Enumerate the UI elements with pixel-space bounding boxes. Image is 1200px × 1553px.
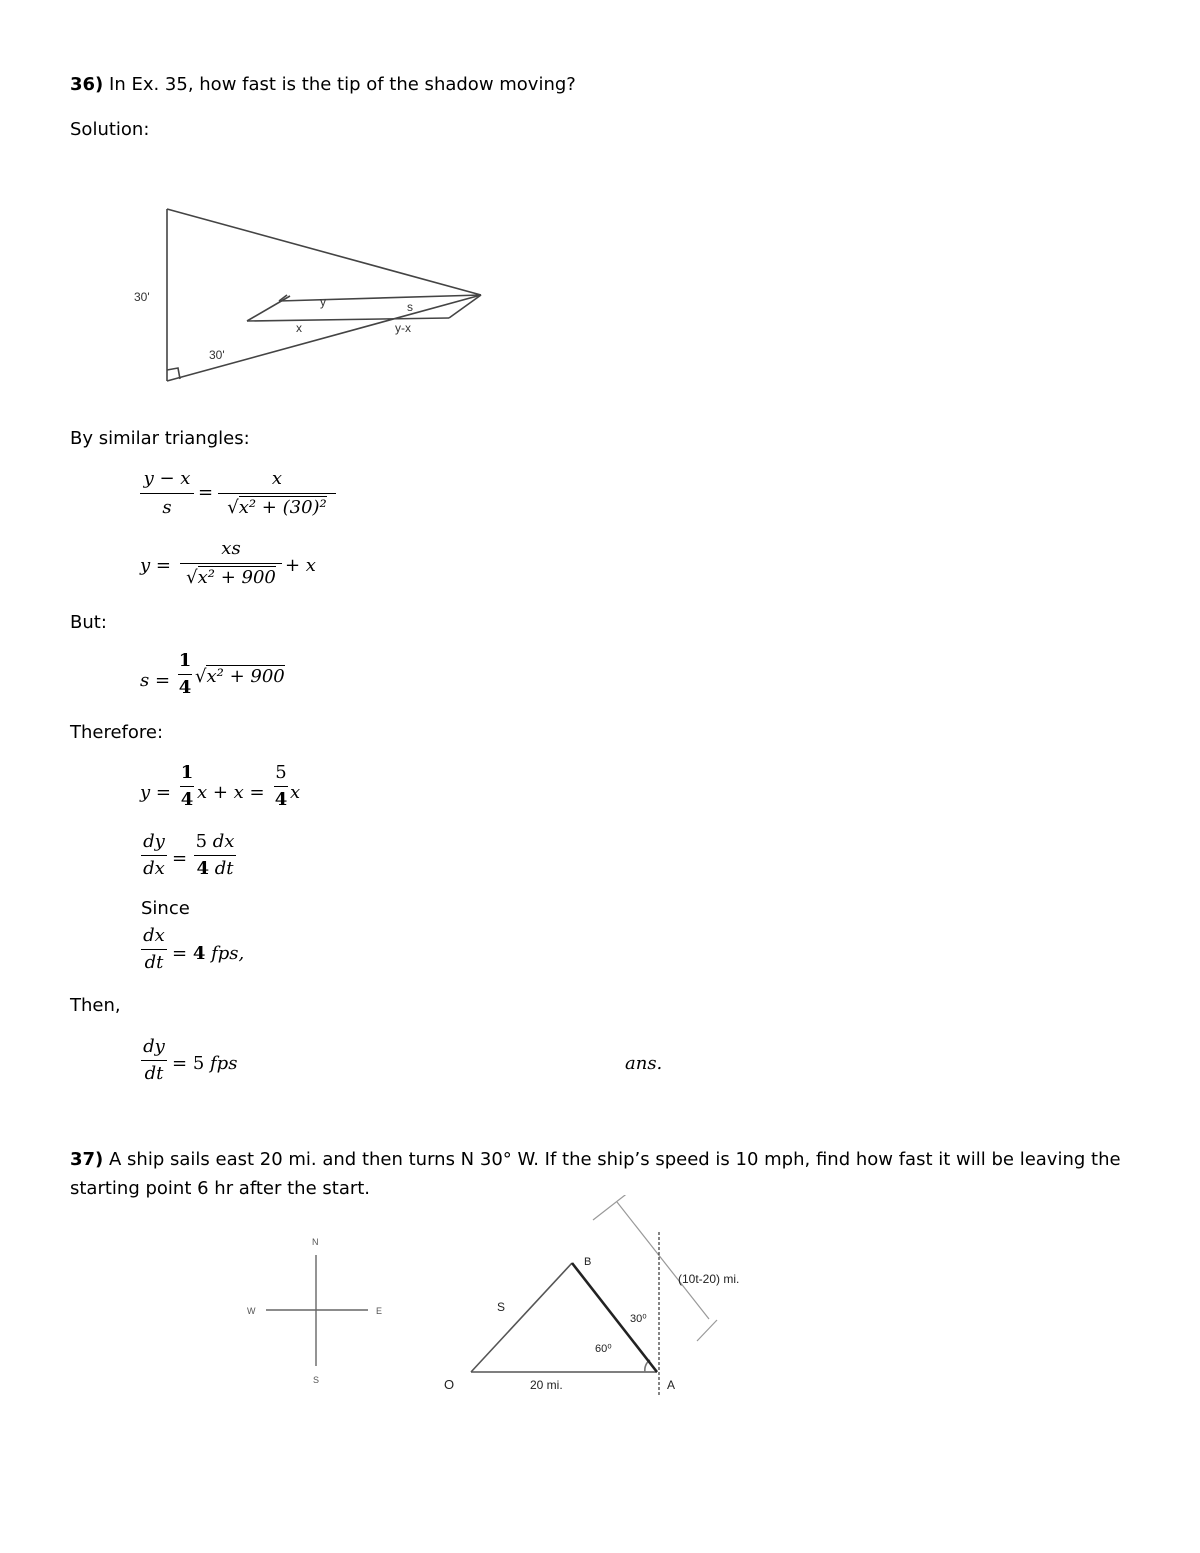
eq4-mid: x + x = bbox=[197, 782, 265, 803]
eq5-equals: = bbox=[172, 848, 188, 869]
eq3-den: 4 bbox=[178, 677, 192, 698]
eq5-den-coef: 4 bbox=[196, 858, 210, 879]
eq7-den: dt bbox=[144, 1063, 164, 1084]
eq6-rhs-num: 4 bbox=[192, 943, 206, 964]
eq1-rhs-den: x² + (30)² bbox=[238, 497, 327, 518]
eq2-num: xs bbox=[221, 538, 241, 559]
eq4-num2: 5 bbox=[275, 762, 287, 783]
eq2-fraction: xs √x² + 900 bbox=[180, 540, 282, 587]
similar-triangles-label: By similar triangles: bbox=[70, 428, 250, 449]
eq1-rhs-num: x bbox=[271, 468, 283, 489]
label-angle-60: 60⁰ bbox=[595, 1343, 612, 1355]
eq2-tail: + x bbox=[285, 555, 316, 576]
eq7-rhs-unit: fps bbox=[210, 1053, 238, 1074]
side-os bbox=[471, 1263, 572, 1372]
man-bottom-line bbox=[247, 318, 449, 321]
compass-diagram bbox=[240, 1232, 390, 1392]
eq4-lhs: y = bbox=[140, 782, 171, 803]
eq3-fraction bbox=[178, 652, 192, 697]
eq1-lhs-den: s bbox=[162, 497, 172, 518]
eq3-radical: √x² + 900 bbox=[195, 666, 285, 687]
man-left-edge bbox=[247, 296, 290, 321]
light-ray-top bbox=[167, 209, 481, 295]
label-angle-30: 30⁰ bbox=[630, 1313, 647, 1325]
eq4-num1: 1 bbox=[180, 762, 194, 783]
label-b: B bbox=[584, 1256, 592, 1268]
eq4-den2: 4 bbox=[274, 789, 288, 810]
eq3-rad: x² + 900 bbox=[206, 666, 285, 687]
but-label: But: bbox=[70, 612, 107, 633]
eq1-rhs-fraction: x √x² + (30)² bbox=[218, 470, 336, 517]
eq7-fraction bbox=[141, 1038, 167, 1083]
ship-triangle-diagram bbox=[430, 1195, 780, 1400]
eq7-rhs-eq: = bbox=[172, 1053, 188, 1074]
man-right-edge bbox=[449, 295, 481, 318]
eq6-den: dt bbox=[144, 952, 164, 973]
eq7-rhs bbox=[172, 1053, 237, 1074]
y-minus-x-label: y-x bbox=[395, 321, 411, 335]
eq5-den-d: dt bbox=[214, 858, 234, 879]
eq7-rhs-num: 5 bbox=[192, 1053, 205, 1074]
eq4-frac2 bbox=[274, 764, 288, 809]
eq6-rhs-unit: fps, bbox=[211, 943, 245, 964]
problem-36-question: In Ex. 35, how fast is the tip of the shadow moving? bbox=[109, 74, 576, 95]
s-label: s bbox=[407, 300, 413, 314]
problem-37-number: 37) bbox=[70, 1149, 104, 1170]
problem-36-number: 36) bbox=[70, 74, 104, 95]
compass-e: E bbox=[376, 1306, 383, 1316]
then-label: Then, bbox=[70, 995, 121, 1016]
eq5-num-d: dx bbox=[212, 831, 235, 852]
eq6-num: dx bbox=[143, 925, 165, 946]
eq7-num: dy bbox=[143, 1036, 165, 1057]
label-base: 20 mi. bbox=[530, 1378, 563, 1392]
label-side: (10t-20) mi. bbox=[678, 1272, 740, 1286]
eq4-den1: 4 bbox=[180, 789, 194, 810]
ans-label: ans. bbox=[625, 1053, 663, 1074]
eq4-frac1 bbox=[180, 764, 194, 809]
eq5-lhs-den: dx bbox=[143, 858, 165, 879]
shadow-diagram bbox=[120, 195, 500, 395]
eq1-lhs-num: y − x bbox=[143, 468, 191, 489]
compass-w: W bbox=[247, 1306, 256, 1316]
problem-37-line1 bbox=[70, 1151, 1121, 1169]
eq2-lhs: y = bbox=[140, 555, 171, 576]
label-a: A bbox=[667, 1378, 676, 1392]
problem-36-heading bbox=[70, 76, 576, 94]
eq5-lhs-num: dy bbox=[143, 831, 165, 852]
eq5-lhs-fraction bbox=[141, 833, 167, 878]
eq2-den: x² + 900 bbox=[197, 567, 276, 588]
eq3-num: 1 bbox=[178, 650, 192, 671]
problem-37-question-line2: starting point 6 hr after the start. bbox=[70, 1178, 371, 1199]
dimension-line bbox=[617, 1202, 709, 1319]
eq1-equals: = bbox=[198, 482, 214, 503]
label-s: S bbox=[497, 1300, 506, 1314]
eq6-rhs: = 4 fps, bbox=[172, 943, 245, 964]
label-o: O bbox=[444, 1377, 455, 1392]
since-label: Since bbox=[141, 898, 190, 919]
dimension-tick-top bbox=[593, 1195, 629, 1220]
compass-n: N bbox=[312, 1237, 319, 1247]
y-label: y bbox=[320, 295, 326, 309]
eq4-tail: x bbox=[290, 782, 301, 803]
dimension-tick-bottom bbox=[697, 1320, 717, 1341]
eq5-rhs-fraction bbox=[194, 833, 236, 878]
eq1-lhs-fraction bbox=[140, 470, 194, 517]
compass-s: S bbox=[313, 1375, 320, 1385]
base-label: 30' bbox=[209, 348, 225, 362]
height-label: 30' bbox=[134, 290, 150, 304]
therefore-label: Therefore: bbox=[70, 722, 164, 743]
x-label: x bbox=[296, 321, 302, 335]
man-top-line bbox=[279, 295, 481, 301]
eq5-num-coef: 5 bbox=[195, 831, 208, 852]
eq3-lhs: s = bbox=[140, 670, 171, 691]
eq6-fraction bbox=[141, 927, 167, 972]
solution-label: Solution: bbox=[70, 119, 150, 140]
problem-37-question-line1: A ship sails east 20 mi. and then turns N 30° W. If the ship’s speed is 10 mph, find how fast it will be leaving the bbox=[109, 1149, 1121, 1170]
